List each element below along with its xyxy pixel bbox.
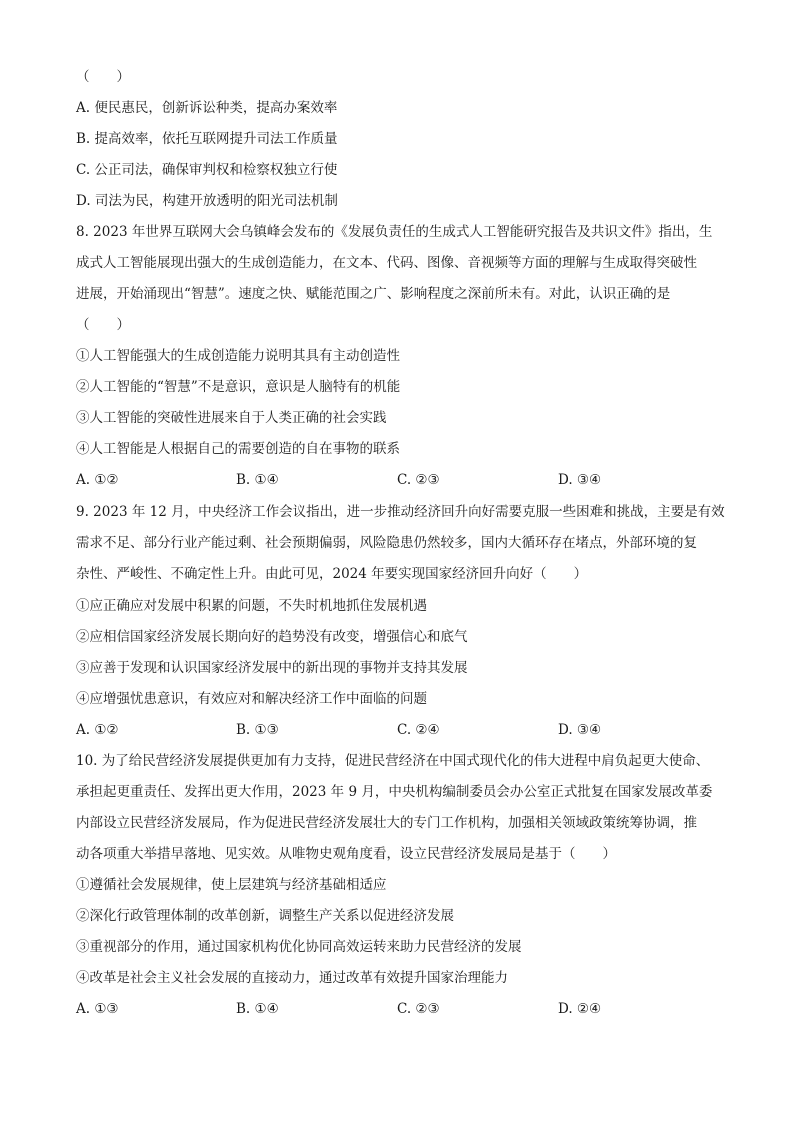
- q7-answer-bracket: （ ）: [76, 69, 130, 85]
- q8-statement-2: ②人工智能的“智慧”不是意识，意识是人脑特有的机能: [76, 379, 401, 395]
- q10-stem-line: 承担起更重责任、发挥出更大作用，2023 年 9 月，中央机构编制委员会办公室正式批复在国家发展改革委: [76, 784, 713, 800]
- q10-choice-b: B. ①④: [236, 1001, 279, 1017]
- q10-choice-d: D. ②④: [558, 1001, 602, 1017]
- q9-stem-line: 杂性、严峻性、不确定性上升。由此可见，2024 年要实现国家经济回升向好（ ）: [76, 566, 588, 582]
- q10-choice-a: A. ①③: [76, 1001, 119, 1017]
- q9-choice-c: C. ②④: [397, 722, 440, 738]
- q10-statement-1: ①遵循社会发展规律，使上层建筑与经济基础相适应: [76, 877, 387, 893]
- q9-stem-line: 9. 2023 年 12 月，中央经济工作会议指出，进一步推动经济回升向好需要克服一些困难和挑战，主要是有效: [76, 504, 725, 520]
- q8-statement-1: ①人工智能强大的生成创造能力说明其具有主动创造性: [76, 348, 400, 364]
- q10-statement-2: ②深化行政管理体制的改革创新，调整生产关系以促进经济发展: [76, 908, 454, 924]
- q8-statement-4: ④人工智能是人根据自己的需要创造的自在事物的联系: [76, 441, 400, 457]
- q10-stem-line: 动各项重大举措早落地、见实效。从唯物史观角度看，设立民营经济发展局是基于（ ）: [76, 846, 616, 862]
- q8-stem-line: 进展，开始涌现出“智慧”。速度之快、赋能范围之广、影响程度之深前所未有。对此，认识正确的是: [76, 286, 671, 302]
- q10-choice-c: C. ②③: [397, 1001, 440, 1017]
- q9-choice-d: D. ③④: [558, 722, 602, 738]
- q9-choices: [76, 720, 726, 740]
- q8-choices: [76, 470, 726, 490]
- q10-choices: [76, 999, 726, 1019]
- q8-stem-line: 成式人工智能展现出强大的生成创造能力，在文本、代码、图像、音视频等方面的理解与生成取得突破性: [76, 255, 697, 271]
- q9-statement-1: ①应正确应对发展中积累的问题，不失时机地抓住发展机遇: [76, 598, 427, 614]
- q7-option-b: B. 提高效率，依托互联网提升司法工作质量: [76, 131, 338, 147]
- q8-choice-b: B. ①④: [236, 472, 279, 488]
- q9-choice-a: A. ①②: [76, 722, 119, 738]
- q8-choice-a: A. ①②: [76, 472, 119, 488]
- q7-option-d: D. 司法为民，构建开放透明的阳光司法机制: [76, 193, 338, 209]
- q7-option-c: C. 公正司法，确保审判权和检察权独立行使: [76, 162, 338, 178]
- q9-statement-2: ②应相信国家经济发展长期向好的趋势没有改变，增强信心和底气: [76, 629, 468, 645]
- q8-answer-bracket: （ ）: [76, 317, 130, 333]
- q10-statement-3: ③重视部分的作用，通过国家机构优化协同高效运转来助力民营经济的发展: [76, 939, 522, 955]
- q8-stem-line: 8. 2023 年世界互联网大会乌镇峰会发布的《发展负责任的生成式人工智能研究报告及共识文件》指出，生: [76, 224, 713, 240]
- q9-statement-4: ④应增强忧患意识，有效应对和解决经济工作中面临的问题: [76, 691, 427, 707]
- q10-statement-4: ④改革是社会主义社会发展的直接动力，通过改革有效提升国家治理能力: [76, 970, 508, 986]
- q9-stem-line: 需求不足、部分行业产能过剩、社会预期偏弱，风险隐患仍然较多，国内大循环存在堵点，外部环境的复: [76, 535, 697, 551]
- q9-choice-b: B. ①③: [236, 722, 279, 738]
- q10-stem-line: 10. 为了给民营经济发展提供更加有力支持，促进民营经济在中国式现代化的伟大进程中肩负起更大使命、: [76, 753, 710, 769]
- q7-option-a: A. 便民惠民，创新诉讼种类，提高办案效率: [76, 100, 338, 116]
- q10-stem-line: 内部设立民营经济发展局，作为促进民营经济发展壮大的专门工作机构，加强相关领域政策统筹协调，推: [76, 815, 697, 831]
- q9-statement-3: ③应善于发现和认识国家经济发展中的新出现的事物并支持其发展: [76, 660, 468, 676]
- q8-statement-3: ③人工智能的突破性进展来自于人类正确的社会实践: [76, 410, 387, 426]
- q8-choice-d: D. ③④: [558, 472, 602, 488]
- q8-choice-c: C. ②③: [397, 472, 440, 488]
